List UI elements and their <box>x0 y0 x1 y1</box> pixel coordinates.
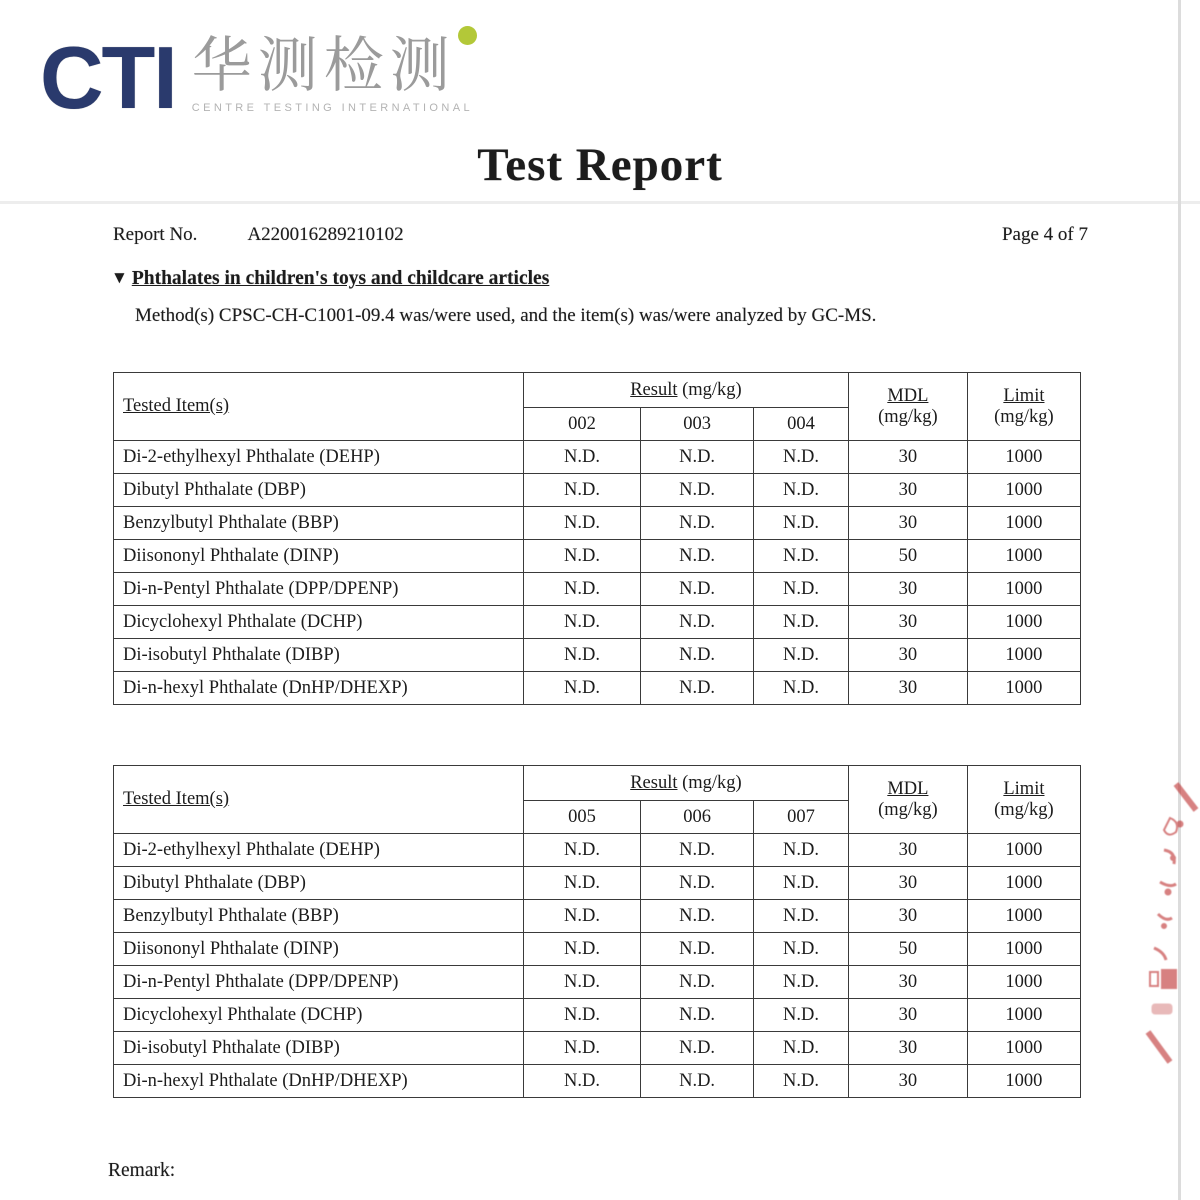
result-cell: N.D. <box>524 540 641 573</box>
results-table-2 <box>113 765 1081 1098</box>
table-row <box>114 606 1081 639</box>
tested-item-cell: Dibutyl Phthalate (DBP) <box>114 474 524 507</box>
tested-item-cell: Benzylbutyl Phthalate (BBP) <box>114 900 524 933</box>
result-cell: N.D. <box>754 507 849 540</box>
report-meta-row <box>113 224 1088 246</box>
result-cell: N.D. <box>524 639 641 672</box>
report-no-value: A220016289210102 <box>247 224 404 245</box>
mdl-cell: 30 <box>848 606 967 639</box>
tested-item-cell: Dicyclohexyl Phthalate (DCHP) <box>114 999 524 1032</box>
mdl-cell: 50 <box>848 540 967 573</box>
result-cell: N.D. <box>524 672 641 705</box>
result-cell: N.D. <box>754 639 849 672</box>
tested-item-cell: Di-n-hexyl Phthalate (DnHP/DHEXP) <box>114 672 524 705</box>
header-divider <box>0 201 1200 204</box>
result-cell: N.D. <box>641 966 754 999</box>
table-row <box>114 966 1081 999</box>
limit-header: Limit (mg/kg) <box>967 766 1080 834</box>
table-row <box>114 474 1081 507</box>
limit-header: Limit (mg/kg) <box>967 373 1080 441</box>
result-cell: N.D. <box>754 474 849 507</box>
limit-cell: 1000 <box>967 834 1080 867</box>
tested-item-cell: Di-n-hexyl Phthalate (DnHP/DHEXP) <box>114 1065 524 1098</box>
table-row <box>114 900 1081 933</box>
tested-item-cell: Di-isobutyl Phthalate (DIBP) <box>114 639 524 672</box>
sample-column-header: 003 <box>641 408 754 441</box>
limit-cell: 1000 <box>967 999 1080 1032</box>
result-cell: N.D. <box>524 1032 641 1065</box>
mdl-header: MDL (mg/kg) <box>848 373 967 441</box>
limit-cell: 1000 <box>967 474 1080 507</box>
logo-cti-text: CTI <box>40 28 176 127</box>
result-cell: N.D. <box>641 1065 754 1098</box>
limit-cell: 1000 <box>967 1032 1080 1065</box>
result-cell: N.D. <box>754 1032 849 1065</box>
mdl-cell: 30 <box>848 867 967 900</box>
result-cell: N.D. <box>754 999 849 1032</box>
mdl-cell: 30 <box>848 474 967 507</box>
result-cell: N.D. <box>754 933 849 966</box>
result-cell: N.D. <box>641 573 754 606</box>
limit-cell: 1000 <box>967 540 1080 573</box>
table-row <box>114 1065 1081 1098</box>
mdl-cell: 30 <box>848 639 967 672</box>
limit-cell: 1000 <box>967 573 1080 606</box>
result-cell: N.D. <box>754 867 849 900</box>
sample-column-header: 004 <box>754 408 849 441</box>
section-heading: Phthalates in children's toys and childcare articles <box>131 268 550 289</box>
result-cell: N.D. <box>754 900 849 933</box>
mdl-cell: 30 <box>848 441 967 474</box>
tested-item-cell: Benzylbutyl Phthalate (BBP) <box>114 507 524 540</box>
limit-cell: 1000 <box>967 507 1080 540</box>
limit-cell: 1000 <box>967 639 1080 672</box>
table-row <box>114 999 1081 1032</box>
result-cell: N.D. <box>641 999 754 1032</box>
table-row <box>114 639 1081 672</box>
mdl-cell: 30 <box>848 672 967 705</box>
sample-column-header: 005 <box>524 801 641 834</box>
result-cell: N.D. <box>524 1065 641 1098</box>
table-row <box>114 867 1081 900</box>
result-cell: N.D. <box>641 639 754 672</box>
section-header <box>111 268 549 290</box>
result-cell: N.D. <box>524 474 641 507</box>
result-cell: N.D. <box>754 540 849 573</box>
tested-item-cell: Di-2-ethylhexyl Phthalate (DEHP) <box>114 834 524 867</box>
limit-cell: 1000 <box>967 441 1080 474</box>
table-row <box>114 573 1081 606</box>
sample-column-header: 007 <box>754 801 849 834</box>
tested-item-cell: Di-n-Pentyl Phthalate (DPP/DPENP) <box>114 966 524 999</box>
tested-item-cell: Dicyclohexyl Phthalate (DCHP) <box>114 606 524 639</box>
sample-column-header: 002 <box>524 408 641 441</box>
limit-cell: 1000 <box>967 867 1080 900</box>
result-header: Result (mg/kg) <box>524 766 849 801</box>
report-no-label: Report No. <box>113 224 198 245</box>
result-cell: N.D. <box>524 999 641 1032</box>
section-marker-icon: ▼ <box>111 268 128 287</box>
result-cell: N.D. <box>524 834 641 867</box>
result-cell: N.D. <box>641 606 754 639</box>
result-cell: N.D. <box>524 573 641 606</box>
result-cell: N.D. <box>754 966 849 999</box>
tested-item-cell: Diisononyl Phthalate (DINP) <box>114 540 524 573</box>
tested-item-header: Tested Item(s) <box>114 373 524 441</box>
limit-cell: 1000 <box>967 672 1080 705</box>
result-cell: N.D. <box>754 606 849 639</box>
mdl-cell: 30 <box>848 834 967 867</box>
limit-cell: 1000 <box>967 1065 1080 1098</box>
result-header: Result (mg/kg) <box>524 373 849 408</box>
table-row <box>114 834 1081 867</box>
result-cell: N.D. <box>524 606 641 639</box>
remark-label: Remark: <box>108 1160 176 1181</box>
result-cell: N.D. <box>641 1032 754 1065</box>
tested-item-cell: Dibutyl Phthalate (DBP) <box>114 867 524 900</box>
limit-cell: 1000 <box>967 606 1080 639</box>
result-cell: N.D. <box>641 900 754 933</box>
mdl-cell: 30 <box>848 1065 967 1098</box>
mdl-cell: 30 <box>848 1032 967 1065</box>
tested-item-cell: Di-2-ethylhexyl Phthalate (DEHP) <box>114 441 524 474</box>
result-cell: N.D. <box>754 573 849 606</box>
mdl-cell: 50 <box>848 933 967 966</box>
result-cell: N.D. <box>524 933 641 966</box>
result-cell: N.D. <box>641 933 754 966</box>
results-table-1 <box>113 372 1081 705</box>
result-cell: N.D. <box>754 834 849 867</box>
result-cell: N.D. <box>524 900 641 933</box>
result-cell: N.D. <box>641 507 754 540</box>
result-cell: N.D. <box>524 966 641 999</box>
result-cell: N.D. <box>641 834 754 867</box>
method-text: Method(s) CPSC-CH-C1001-09.4 was/were used, and the item(s) was/were analyzed by GC-MS. <box>135 305 877 326</box>
sample-column-header: 006 <box>641 801 754 834</box>
result-cell: N.D. <box>524 441 641 474</box>
table-row <box>114 507 1081 540</box>
mdl-cell: 30 <box>848 507 967 540</box>
result-cell: N.D. <box>754 441 849 474</box>
red-stamp-fragment <box>1140 766 1200 1074</box>
result-cell: N.D. <box>524 507 641 540</box>
page-indicator: Page 4 of 7 <box>1001 224 1088 245</box>
limit-cell: 1000 <box>967 933 1080 966</box>
mdl-header: MDL (mg/kg) <box>848 766 967 834</box>
tested-item-cell: Diisononyl Phthalate (DINP) <box>114 933 524 966</box>
tested-item-header: Tested Item(s) <box>114 766 524 834</box>
logo-green-dot-icon <box>458 26 477 45</box>
result-cell: N.D. <box>641 672 754 705</box>
result-cell: N.D. <box>641 441 754 474</box>
mdl-cell: 30 <box>848 573 967 606</box>
mdl-cell: 30 <box>848 966 967 999</box>
result-cell: N.D. <box>524 867 641 900</box>
result-cell: N.D. <box>754 1065 849 1098</box>
cti-logo <box>40 12 473 127</box>
limit-cell: 1000 <box>967 900 1080 933</box>
table-row <box>114 540 1081 573</box>
result-cell: N.D. <box>641 474 754 507</box>
mdl-cell: 30 <box>848 999 967 1032</box>
limit-cell: 1000 <box>967 966 1080 999</box>
result-cell: N.D. <box>641 867 754 900</box>
logo-subtitle: CENTRE TESTING INTERNATIONAL <box>191 102 473 114</box>
mdl-cell: 30 <box>848 900 967 933</box>
table-row <box>114 672 1081 705</box>
result-cell: N.D. <box>641 540 754 573</box>
logo-chinese-text: 华测检测 <box>191 31 456 101</box>
table-row <box>114 441 1081 474</box>
result-cell: N.D. <box>754 672 849 705</box>
tested-item-cell: Di-isobutyl Phthalate (DIBP) <box>114 1032 524 1065</box>
table-row <box>114 1032 1081 1065</box>
tested-item-cell: Di-n-Pentyl Phthalate (DPP/DPENP) <box>114 573 524 606</box>
page-title: Test Report <box>477 139 723 191</box>
table-row <box>114 933 1081 966</box>
